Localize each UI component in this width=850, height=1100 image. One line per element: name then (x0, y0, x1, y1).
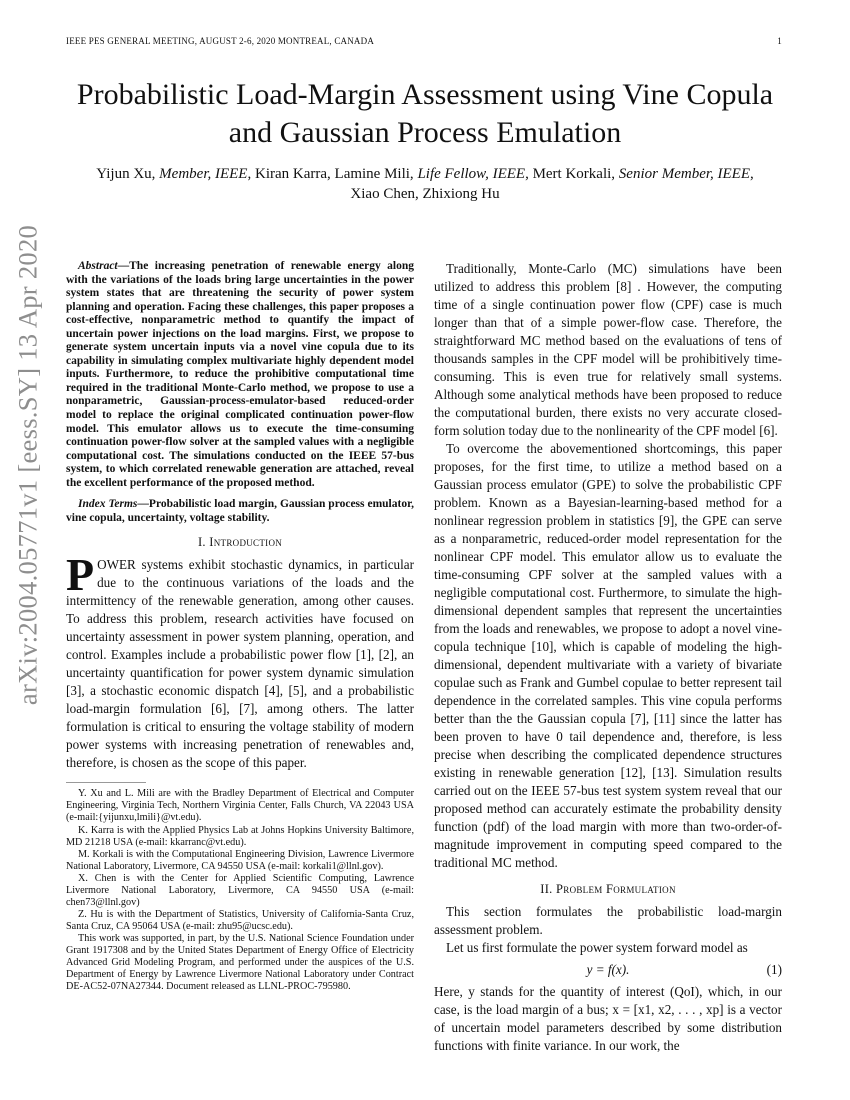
abstract-lead: Abstract (78, 260, 118, 272)
index-terms (66, 498, 414, 525)
author-list (60, 164, 790, 204)
formulation-paragraph-2: Let us first formulate the power system forward model as (446, 940, 748, 955)
intro-paragraph-1-text: OWER systems exhibit stochastic dynamics, in particular due to the continuous variations of the loads and the intermittency of the renewable generation, among other causes. To address this problem, research activities have focused on uncertainty assessment in power system planning, operation, and control. Examples include a probabilistic power flow [1], [2], an uncertainty quantification for power system dynamic simulation [3], a stochastic economic dispatch [4], [5], and a probabilistic load-margin formulation [6], [7], among others. The latter formulation is critical to ensuring the voltage stability of modern power systems with increasing penetration of renewables and, therefore, is chosen as the scope of this paper. (66, 557, 414, 771)
author-segment: Life Fellow, IEEE (417, 166, 526, 182)
formulation-paragraph-1: This section formulates the probabilistic load-margin assessment problem. (434, 904, 782, 937)
abstract (66, 260, 414, 490)
author-segment: , (750, 166, 754, 182)
formulation-paragraph-3: Here, y stands for the quantity of interest (QoI), which, in our case, is the load margin of a bus; x = [x1, x2, . . . , xp] is a vector of uncertain model parameters described by some distribution functions with finite variance. In our work, the (434, 984, 782, 1053)
equation-body: y = f(x). (586, 962, 630, 977)
arxiv-stamp (3, 224, 53, 706)
section-title: Introduction (209, 535, 283, 550)
author-segment: , Mert Korkali, (525, 166, 619, 182)
footnote: K. Karra is with the Applied Physics Lab at Johns Hopkins University Baltimore, MD 21218 USA (e-mail: kkarranc@vt.edu). (66, 824, 414, 848)
paper-title: Probabilistic Load-Margin Assessment using Vine Copula and Gaussian Process Emulation (76, 78, 774, 149)
author-segment: , Kiran Karra, Lamine Mili, (247, 166, 418, 182)
author-line-2: Xiao Chen, Zhixiong Hu (350, 186, 500, 202)
page-number: 1 (777, 36, 782, 46)
intro-paragraph-3: To overcome the abovementioned shortcomings, this paper proposes, for the first time, to utilize a method based on a Gaussian process emulator (GPE) to solve the probabilistic CPF problem. Known as a Bayesian-learning-based method for a nonlinear regression problem in statistics [9], the GPE can serve as a nonparametric, reduced-order model representation for the nonlinear CPF model. This emulator allow us to evaluate the time-consuming CPF solver at the sampled values with a negligible computational cost. Furthermore, to simulate the high-dimensional dependent samples that represent the uncertainties from the loads and renewables, we propose to adopt a novel vine-copula technique [10], which is capable of modeling the high-dimensional, dependent multivariate with a variety of bivariate copulae such as Frank and Gumbel copulae to better represent tail dependence in the correlated samples. This vine copula performs better than the the Gaussian copula [7], [11] since the latter has been proven to have 0 tail dependence and, therefore, is less precise when describing the complicated dependence structures existing in renewable generation [12], [13]. Simulation results carried out on the IEEE 57-bus test system system reveal that our proposed method can accurately estimate the probability density function (pdf) of the load margin with more than two-order-of-magnitude improvement in computing speed compared to the traditional MC method. (434, 441, 782, 870)
equation-1 (434, 961, 782, 979)
section-title: Problem Formulation (556, 882, 676, 896)
left-column (66, 260, 414, 993)
author-segment: Senior Member, IEEE (618, 166, 751, 182)
author-segment: Member, IEEE (159, 166, 248, 182)
arxiv-identifier: arXiv:2004.05771v1 [eess.SY] 13 Apr 2020 (12, 224, 43, 706)
footnote: Y. Xu and L. Mili are with the Bradley Department of Electrical and Computer Engineering, Virginia Tech, Northern Virginia Center, Falls Church, VA 22043 USA (e-mail:{yijunxu,lmili}@vt.edu). (66, 788, 414, 824)
section-numeral: II. (540, 882, 557, 896)
footnote-divider (66, 782, 146, 783)
equation-number: (1) (766, 962, 782, 977)
section-numeral: I. (197, 535, 210, 550)
footnote: X. Chen is with the Center for Applied Scientific Computing, Lawrence Livermore National Laboratory, Livermore, CA 94550 USA (e-mail: chen73@llnl.gov) (66, 872, 414, 908)
author-segment: Yijun Xu, (96, 166, 160, 182)
author-line-1 (60, 164, 790, 184)
footnote: Z. Hu is with the Department of Statistics, University of California-Santa Cruz, Santa Cruz, CA 95064 USA (e-mail: zhu95@ucsc.edu). (66, 908, 414, 932)
index-terms-text: —Probabilistic load margin, Gaussian process emulator, vine copula, uncertainty, voltage stability. (66, 498, 414, 524)
section-heading-problem-formulation (434, 882, 782, 897)
abstract-text: —The increasing penetration of renewable energy along with the variations of the loads bring large uncertainties in the power system states that are threatening the security of power system planning and operation. Facing these challenges, this paper proposes a cost-effective, nonparametric method to quantify the impact of uncertain power injections on the load margins. First, we propose to generate system uncertain inputs via a novel vine copula due to its capability in simulating complex multivariate highly dependent model inputs. Furthermore, to reduce the prohibitive computational time required in the traditional Monte-Carlo method, we propose to use a nonparametric, Gaussian-process-emulator-based reduced-order model to replace the original complicated continuation power-flow model. This emulator allows us to execute the time-consuming continuation power-flow solver at the sampled values with a negligible computational cost. The simulations conducted on the IEEE 57-bus system, to which correlated renewable generation are attached, reveal the excellent performance of the proposed method. (66, 260, 414, 489)
footnotes (66, 788, 414, 993)
footnote: M. Korkali is with the Computational Engineering Division, Lawrence Livermore National Laboratory, Livermore, CA 94550 USA (e-mail: korkali1@llnl.gov). (66, 848, 414, 872)
footnote: This work was supported, in part, by the U.S. National Science Foundation under Grant 1917308 and by the United States Department of Energy Office of Electricity Advanced Grid Modeling Program, and performed under the auspices of the U.S. Department of Energy by Lawrence Livermore National Laboratory under Contract DE-AC52-07NA27344. Document released as LLNL-PROC-795980. (66, 932, 414, 993)
intro-paragraph-1 (66, 549, 414, 772)
index-terms-lead: Index Terms (78, 498, 138, 511)
right-column (434, 260, 782, 1055)
intro-paragraph-2: Traditionally, Monte-Carlo (MC) simulations have been utilized to address this problem [8] . However, the computing time of a single continuation power flow (CPF) case is much longer than that of a simple power-flow case. Therefore, the straightforward MC method based on the evaluations of tens of thousands samples in the CPF model will be prohibitively time-consuming. This is even true for relatively small systems. Although some analytical methods have been proposed to reduce the computational burden, there exists no very accurate closed-form solution today due to the nonlinearity of the CPF model [6]. (434, 261, 782, 438)
drop-cap: P (66, 549, 95, 601)
section-heading-introduction (66, 535, 414, 550)
running-head (66, 36, 782, 46)
running-head-text: IEEE PES GENERAL MEETING, AUGUST 2-6, 2020 MONTREAL, CANADA (66, 36, 375, 46)
